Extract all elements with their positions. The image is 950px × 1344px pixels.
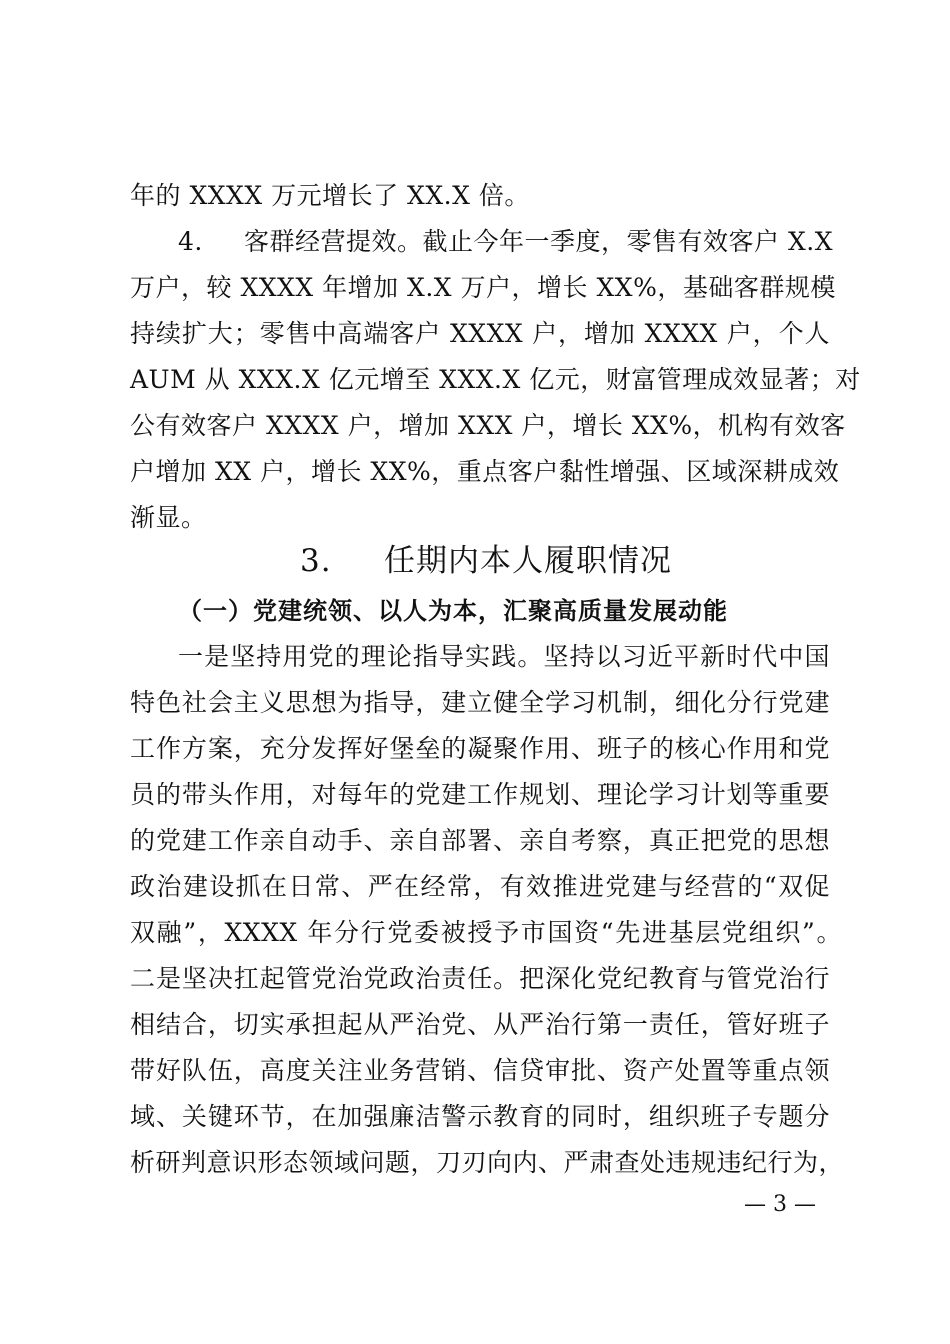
paragraph-line: 析研判意识形态领域问题，刀刃向内、严肃查处违规违纪行为， — [130, 1148, 845, 1177]
paragraph-line: 带好队伍，高度关注业务营销、信贷审批、资产处置等重点领 — [130, 1056, 830, 1085]
page-number: — 3 — — [744, 1192, 816, 1217]
paragraph-line: 特色社会主义思想为指导，建立健全学习机制，细化分行党建 — [130, 688, 830, 717]
paragraph-line: 一是坚持用党的理论指导实践。坚持以习近平新时代中国 — [178, 642, 830, 671]
paragraph-line: 的党建工作亲自动手、亲自部署、亲自考察，真正把党的思想 — [130, 826, 830, 855]
list-item-number: 4. — [178, 227, 203, 256]
paragraph-line: 双融”，XXXX 年分行党委被授予市国资“先进基层党组织”。 — [130, 918, 842, 947]
list-item-4-line — [130, 227, 833, 257]
paragraph-line: AUM 从 XXX.X 亿元增至 XXX.X 亿元，财富管理成效显著；对 — [130, 365, 861, 394]
paragraph-line: 年的 XXXX 万元增长了 XX.X 倍。 — [130, 181, 530, 210]
list-item-text: 客群经营提效。截止今年一季度，零售有效客户 X.X — [244, 227, 833, 256]
paragraph-line: 政治建设抓在日常、严在经常，有效推进党建与经营的“双促 — [130, 872, 830, 901]
paragraph-line: 二是坚决扛起管党治党政治责任。把深化党纪教育与管党治行 — [130, 964, 830, 993]
paragraph-line: 万户，较 XXXX 年增加 X.X 万户，增长 XX%，基础客群规模 — [130, 273, 836, 302]
paragraph-line: 员的带头作用，对每年的党建工作规划、理论学习计划等重要 — [130, 780, 830, 809]
paragraph-line: 域、关键环节，在加强廉洁警示教育的同时，组织班子专题分 — [130, 1102, 830, 1131]
paragraph-line: 公有效客户 XXXX 户，增加 XXX 户，增长 XX%，机构有效客 — [130, 411, 846, 440]
section-title: 任期内本人履职情况 — [384, 543, 672, 579]
paragraph-line: 户增加 XX 户，增长 XX%，重点客户黏性增强、区域深耕成效 — [130, 457, 840, 486]
subsection-heading: （一）党建统领、以人为本，汇聚高质量发展动能 — [178, 596, 728, 625]
section-heading — [300, 543, 672, 579]
paragraph-line: 工作方案，充分发挥好堡垒的凝聚作用、班子的核心作用和党 — [130, 734, 830, 763]
paragraph-line: 渐显。 — [130, 503, 207, 532]
paragraph-line: 相结合，切实承担起从严治党、从严治行第一责任，管好班子 — [130, 1010, 830, 1039]
paragraph-line: 持续扩大；零售中高端客户 XXXX 户，增加 XXXX 户，个人 — [130, 319, 830, 348]
section-number: 3. — [300, 543, 332, 579]
